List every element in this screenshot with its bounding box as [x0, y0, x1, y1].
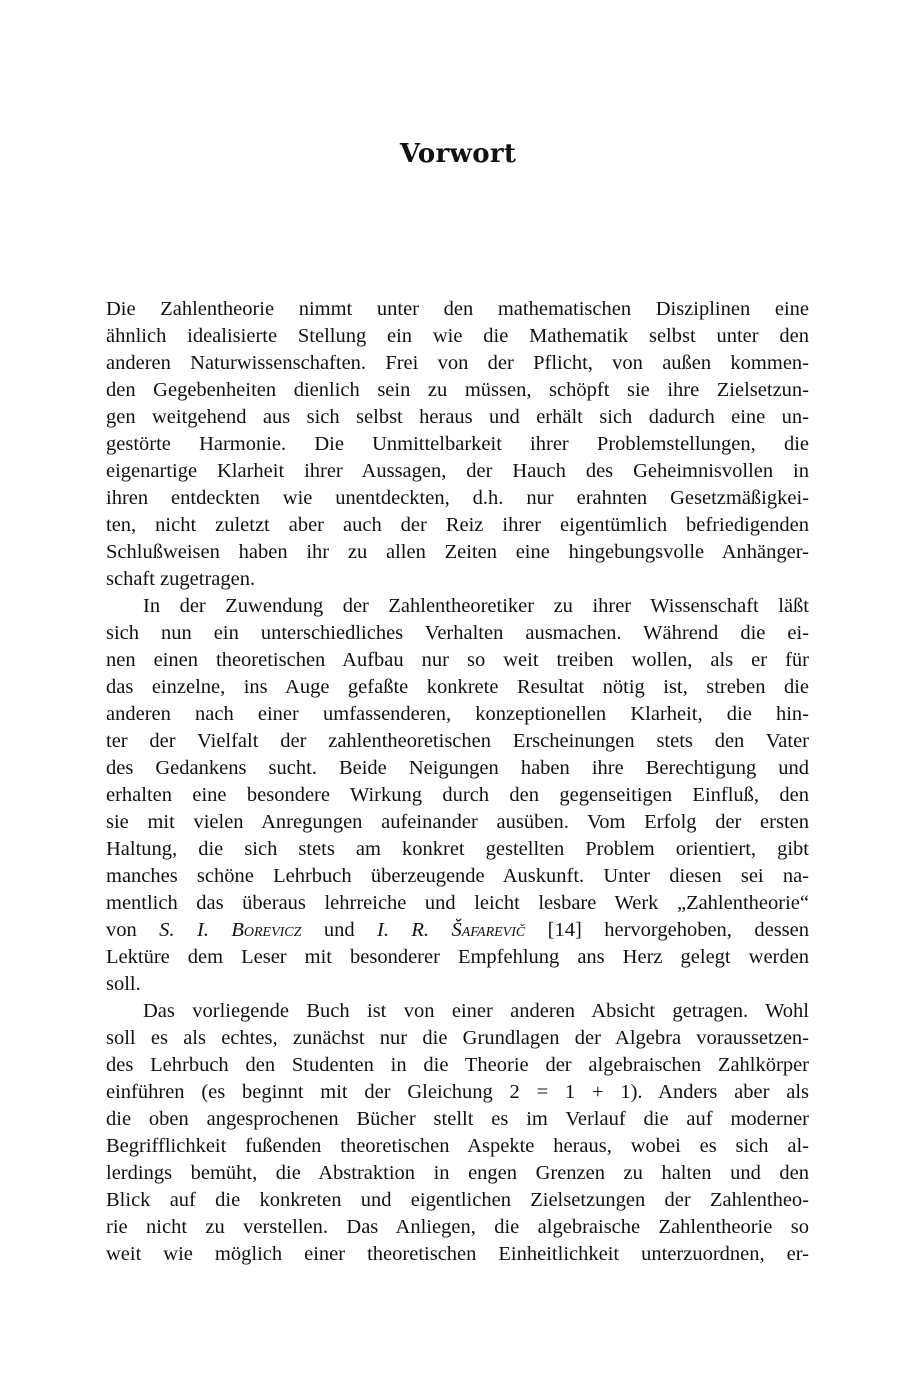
text-line: des Lehrbuch den Studenten in die Theorie der algebraischen Zahlkörper	[106, 1054, 809, 1076]
text-line: mentlich das überaus lehrreiche und leicht lesbare Werk „Zahlentheorie“	[106, 892, 809, 914]
paragraph-3	[106, 998, 809, 1268]
text-line: ten, nicht zuletzt aber auch der Reiz ihrer eigentümlich befriedigenden	[106, 514, 809, 536]
text-line: In der Zuwendung der Zahlentheoretiker zu ihrer Wissenschaft läßt	[143, 595, 809, 617]
text-line: ihren entdeckten wie unentdeckten, d.h. nur erahnten Gesetzmäßigkei-	[106, 487, 809, 509]
author-initials-1: S. I.	[159, 919, 232, 941]
text-line: nen einen theoretischen Aufbau nur so weit treiben wollen, als er für	[106, 649, 809, 671]
text-line: einführen (es beginnt mit der Gleichung 2 = 1 + 1). Anders aber als	[106, 1081, 809, 1103]
text-line: Schlußweisen haben ihr zu allen Zeiten eine hingebungsvolle Anhänger-	[106, 541, 809, 563]
text-line: Lektüre dem Leser mit besonderer Empfehlung ans Herz gelegt werden	[106, 946, 809, 968]
text-line: das einzelne, ins Auge gefaßte konkrete Resultat nötig ist, streben die	[106, 676, 809, 698]
author-name-1: Borevicz	[231, 919, 302, 941]
ref-mid: und	[301, 919, 378, 941]
text-line: die oben angesprochenen Bücher stellt es im Verlauf die auf moderner	[106, 1108, 809, 1130]
text-line: Haltung, die sich stets am konkret gestellten Problem orientiert, gibt	[106, 838, 809, 860]
text-line: Die Zahlentheorie nimmt unter den mathematischen Disziplinen eine	[106, 298, 809, 320]
text-line: soll.	[106, 973, 141, 995]
text-line: anderen Naturwissenschaften. Frei von der Pflicht, von außen kommen-	[106, 352, 809, 374]
text-line: sie mit vielen Anregungen aufeinander ausüben. Vom Erfolg der ersten	[106, 811, 809, 833]
text-line: sich nun ein unterschiedliches Verhalten ausmachen. Während die ei-	[106, 622, 809, 644]
text-line: Blick auf die konkreten und eigentlichen Zielsetzungen der Zahlentheo-	[106, 1189, 809, 1211]
text-line: ter der Vielfalt der zahlentheoretischen Erscheinungen stets den Vater	[106, 730, 809, 752]
text-line: manches schöne Lehrbuch überzeugende Auskunft. Unter diesen sei na-	[106, 865, 809, 887]
text-line: schaft zugetragen.	[106, 568, 256, 590]
text-line: weit wie möglich einer theoretischen Einheitlichkeit unterzuordnen, er-	[106, 1243, 809, 1265]
text-line: soll es als echtes, zunächst nur die Grundlagen der Algebra voraussetzen-	[106, 1027, 809, 1049]
author-name-2: Šafarevič	[451, 919, 526, 941]
text-line: erhalten eine besondere Wirkung durch den gegenseitigen Einfluß, den	[106, 784, 809, 806]
text-line: eigenartige Klarheit ihrer Aussagen, der Hauch des Geheimnisvollen in	[106, 460, 809, 482]
text-line: Das vorliegende Buch ist von einer anderen Absicht getragen. Wohl	[143, 1000, 809, 1022]
text-line: ähnlich idealisierte Stellung ein wie die Mathematik selbst unter den	[106, 325, 809, 347]
page-title: Vorwort	[399, 139, 517, 169]
text-line: gestörte Harmonie. Die Unmittelbarkeit ihrer Problemstellungen, die	[106, 433, 809, 455]
reference-line	[106, 917, 809, 944]
text-line: rie nicht zu verstellen. Das Anliegen, die algebraische Zahlentheorie so	[106, 1216, 809, 1238]
text-line: den Gegebenheiten dienlich sein zu müssen, schöpft sie ihre Zielsetzun-	[106, 379, 809, 401]
ref-pre: von	[106, 919, 160, 941]
paragraph-1	[106, 296, 809, 593]
text-line: lerdings bemüht, die Abstraktion in engen Grenzen zu halten und den	[106, 1162, 809, 1184]
paragraph-2	[106, 593, 809, 998]
text-line: des Gedankens sucht. Beide Neigungen haben ihre Berechtigung und	[106, 757, 809, 779]
text-line: Begrifflichkeit fußenden theoretischen Aspekte heraus, wobei es sich al-	[106, 1135, 809, 1157]
text-line: anderen nach einer umfassenderen, konzeptionellen Klarheit, die hin-	[106, 703, 809, 725]
author-initials-2: I. R.	[377, 919, 452, 941]
text-line: gen weitgehend aus sich selbst heraus und erhält sich dadurch eine un-	[106, 406, 809, 428]
ref-post: [14] hervorgehoben, dessen	[525, 919, 810, 941]
body-text	[106, 296, 809, 1268]
